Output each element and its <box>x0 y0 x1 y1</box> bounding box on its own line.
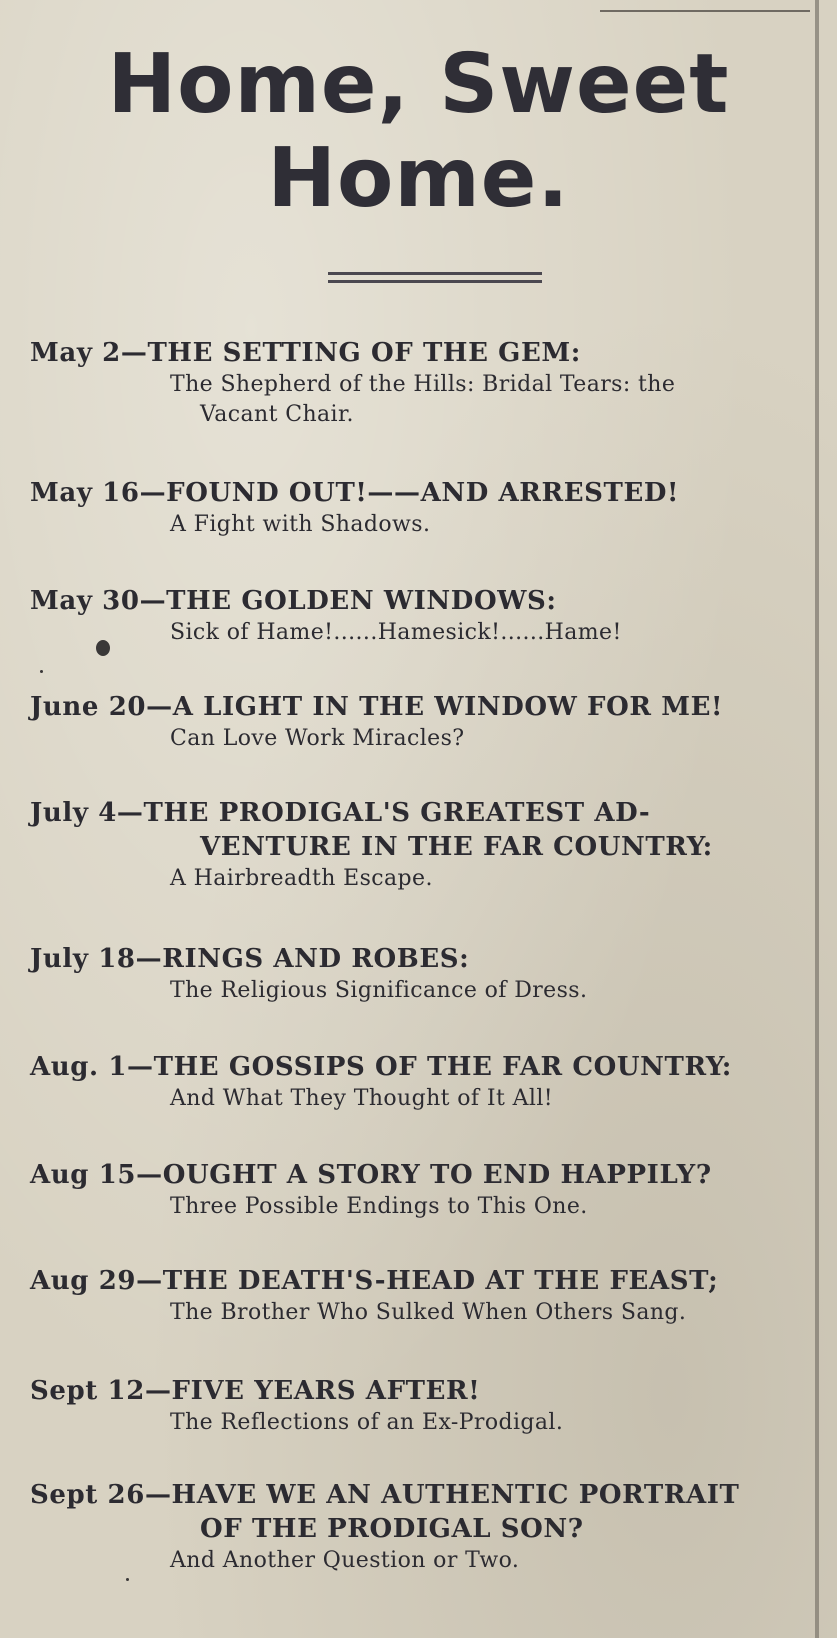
schedule-entry-june-20 <box>30 690 810 754</box>
schedule-entry-aug-1 <box>30 1050 810 1114</box>
entry-subtitle: The Reflections of an Ex-Prodigal. <box>170 1410 564 1435</box>
entry-date: Aug 29— <box>30 1266 163 1296</box>
entry-heading: HAVE WE AN AUTHENTIC PORTRAIT <box>171 1480 740 1510</box>
entry-subtitle: The Religious Significance of Dress. <box>170 978 588 1003</box>
title-line-1: Home, Sweet <box>107 37 730 132</box>
schedule-entry-may-30 <box>30 584 810 648</box>
top-border-line <box>600 0 810 12</box>
entry-subtitle: A Hairbreadth Escape. <box>170 866 433 891</box>
ink-speck <box>40 670 43 673</box>
entry-date: June 20— <box>30 692 173 722</box>
entry-heading: THE DEATH'S-HEAD AT THE FEAST; <box>162 1266 719 1296</box>
entry-subtitle: The Shepherd of the Hills: Bridal Tears: the <box>170 372 676 397</box>
entry-date: May 2— <box>30 338 148 368</box>
schedule-entry-july-4 <box>30 796 810 894</box>
ink-speck <box>96 640 110 656</box>
title-line-2: Home. <box>267 131 570 226</box>
entry-subtitle-continued: Vacant Chair. <box>200 402 354 427</box>
schedule-entry-sept-26 <box>30 1478 810 1576</box>
entry-subtitle: And What They Thought of It All! <box>170 1086 553 1111</box>
schedule-entry-july-18 <box>30 942 810 1006</box>
entry-subtitle: Three Possible Endings to This One. <box>170 1194 588 1219</box>
entry-heading: THE GOSSIPS OF THE FAR COUNTRY: <box>153 1052 733 1082</box>
entry-heading: THE SETTING OF THE GEM: <box>147 338 581 368</box>
entry-date: May 16— <box>30 478 167 508</box>
schedule-entry-sept-12 <box>30 1374 810 1438</box>
entry-subtitle: A Fight with Shadows. <box>170 512 431 537</box>
entry-subtitle: Can Love Work Miracles? <box>170 726 465 751</box>
entry-heading: OUGHT A STORY TO END HAPPILY? <box>162 1160 712 1190</box>
ink-speck <box>126 1578 129 1581</box>
entry-heading-continued: OF THE PRODIGAL SON? <box>200 1514 584 1544</box>
entry-heading: FOUND OUT!——AND ARRESTED! <box>166 478 680 508</box>
entry-subtitle: The Brother Who Sulked When Others Sang. <box>170 1300 687 1325</box>
entry-date: Aug. 1— <box>30 1052 154 1082</box>
schedule-entry-aug-15 <box>30 1158 810 1222</box>
entry-date: July 4— <box>30 798 144 828</box>
entry-heading: THE GOLDEN WINDOWS: <box>166 586 557 616</box>
entry-heading: THE PRODIGAL'S GREATEST AD- <box>143 798 651 828</box>
entry-heading: A LIGHT IN THE WINDOW FOR ME! <box>172 692 724 722</box>
entry-date: Sept 12— <box>30 1376 172 1406</box>
page-title <box>0 38 837 226</box>
entry-subtitle: Sick of Hame!......Hamesick!......Hame! <box>170 620 622 645</box>
schedule-entry-may-16 <box>30 476 810 540</box>
entry-date: Sept 26— <box>30 1480 172 1510</box>
entry-heading-continued: VENTURE IN THE FAR COUNTRY: <box>200 832 713 862</box>
entry-heading: FIVE YEARS AFTER! <box>171 1376 481 1406</box>
schedule-entry-aug-29 <box>30 1264 810 1328</box>
right-border-line <box>815 0 819 1638</box>
divider-rule-top <box>328 272 542 275</box>
divider-rule-bottom <box>328 280 542 283</box>
entry-date: July 18— <box>30 944 163 974</box>
entry-date: May 30— <box>30 586 167 616</box>
entry-date: Aug 15— <box>30 1160 163 1190</box>
schedule-entry-may-2 <box>30 336 810 430</box>
entry-heading: RINGS AND ROBES: <box>162 944 470 974</box>
entry-subtitle: And Another Question or Two. <box>170 1548 520 1573</box>
